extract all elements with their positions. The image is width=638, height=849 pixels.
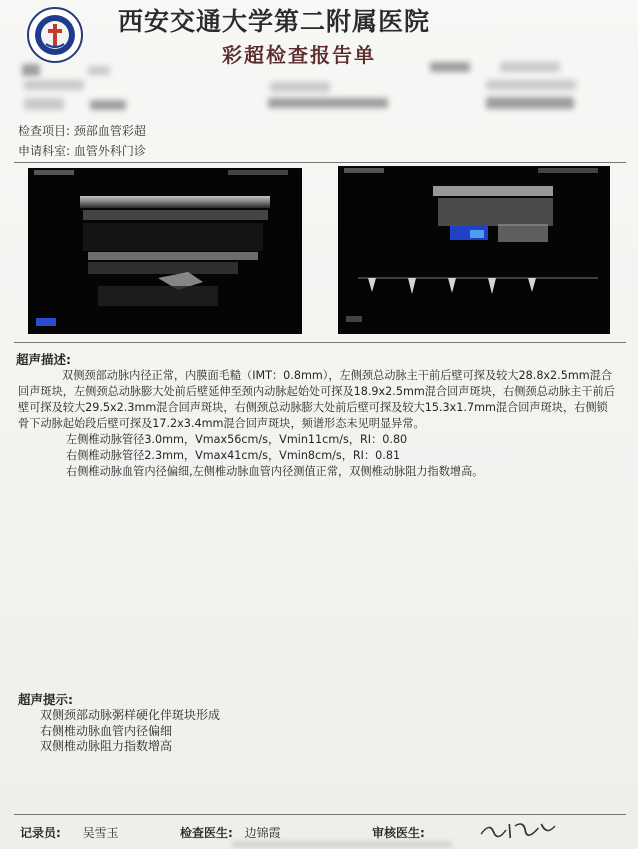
reviewer-label: 审核医生: xyxy=(372,826,425,840)
redacted-info xyxy=(90,100,126,110)
redacted-info xyxy=(24,98,64,110)
redacted-info xyxy=(486,97,574,109)
ultrasound-image-right xyxy=(338,166,610,334)
findings-text xyxy=(18,368,618,480)
impression-list xyxy=(40,708,220,755)
impression-item: 右侧椎动脉血管内径偏细 xyxy=(40,723,173,738)
report-title: 彩超检查报告单 xyxy=(222,43,376,67)
hospital-name: 西安交通大学第二附属医院 xyxy=(118,7,431,36)
divider xyxy=(14,814,626,815)
impression-item: 双侧颈部动脉粥样硬化伴斑块形成 xyxy=(40,708,221,722)
examiner-name: 边锦霞 xyxy=(244,826,281,840)
findings-paragraph: 双侧颈部动脉内径正常，内膜面毛糙（IMT：0.8mm），左侧颈总动脉主干前后壁可探及较大28.8x2.5mm混合回声斑块，左侧颈总动脉膨大处前后壁延伸至颈内动脉起始处可探及18.9x2.5mm混合回声斑块，右侧颈总动脉主干前后壁可探及较大29.5x2.3mm混合回声斑块，右侧颈总动脉膨大处前后壁可探及较大15.3x1.7mm混合回声斑块，右侧锁骨下动脉起始段后壁可探及17.2x3.4mm混合回声斑块，频谱形态未见明显异常。 xyxy=(18,369,615,430)
findings-label: 超声描述: xyxy=(16,352,71,367)
department-row xyxy=(18,142,146,159)
recorder-name: 吴雪玉 xyxy=(82,826,119,840)
redacted-info xyxy=(88,66,110,75)
signature-icon xyxy=(475,818,560,842)
department-value: 血管外科门诊 xyxy=(73,144,146,158)
recorder-field xyxy=(20,824,119,841)
redacted-info xyxy=(500,62,560,72)
ultrasound-image-left xyxy=(28,168,302,334)
measurement-line: 右侧椎动脉管径2.3mm，Vmax41cm/s，Vmin8cm/s，RI：0.81 xyxy=(66,449,401,462)
reviewer-field xyxy=(372,824,425,841)
impression-item: 双侧椎动脉阻力指数增高 xyxy=(40,739,173,753)
redacted-info xyxy=(430,62,470,72)
redacted-info xyxy=(24,80,84,90)
divider xyxy=(14,162,626,163)
exam-item-label: 检查项目: xyxy=(18,124,71,138)
measurement-line: 右侧椎动脉血管内径偏细,左侧椎动脉血管内径测值正常，双侧椎动脉阻力指数增高。 xyxy=(66,465,484,478)
examiner-field xyxy=(180,824,281,841)
exam-item-value: 颈部血管彩超 xyxy=(73,124,146,138)
department-label: 申请科室: xyxy=(18,144,71,158)
exam-item-row xyxy=(18,122,146,139)
measurement-line: 左侧椎动脉管径3.0mm，Vmax56cm/s，Vmin11cm/s，RI：0.80 xyxy=(66,433,408,446)
redacted-info xyxy=(270,82,330,92)
divider xyxy=(14,342,626,343)
hospital-logo-icon xyxy=(26,6,84,64)
impression-label: 超声提示: xyxy=(18,692,73,707)
examiner-label: 检查医生: xyxy=(180,826,233,840)
redacted-info xyxy=(22,64,40,76)
redacted-info xyxy=(486,80,576,90)
redacted-footer xyxy=(232,842,452,847)
redacted-info xyxy=(268,98,388,108)
recorder-label: 记录员: xyxy=(20,826,61,840)
